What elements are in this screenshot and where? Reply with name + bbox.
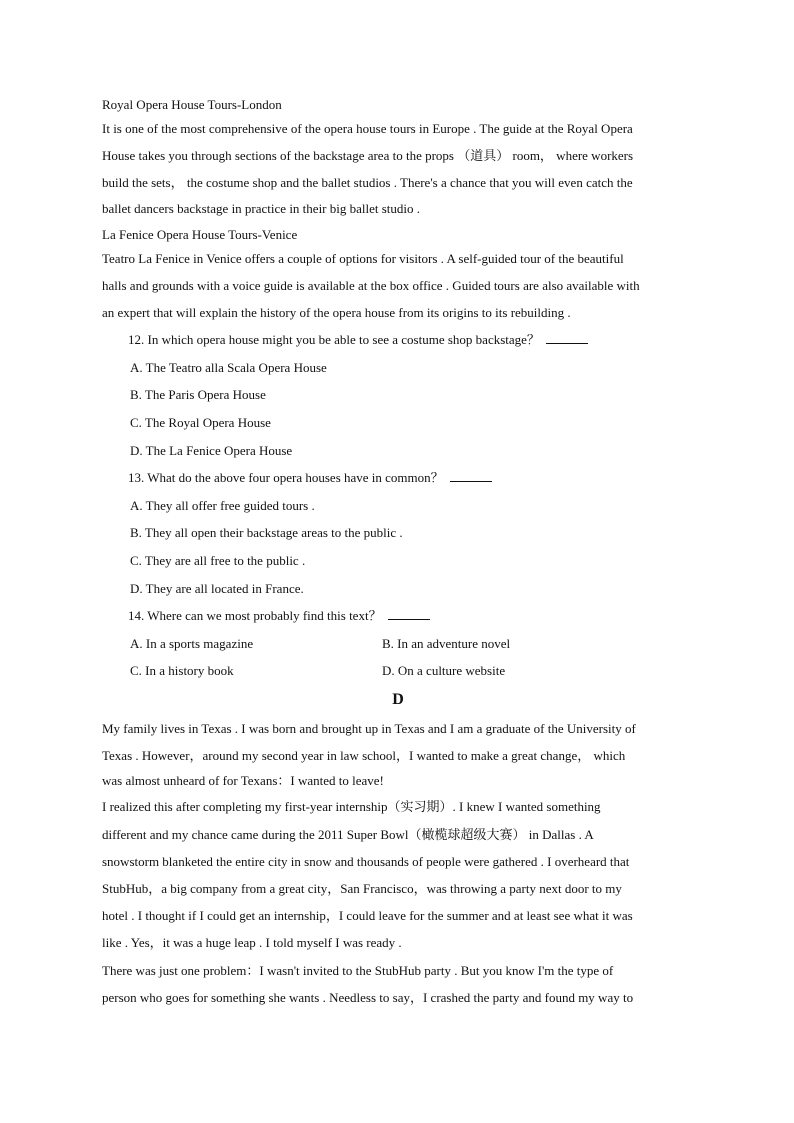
question-12-option: A. The Teatro alla Scala Opera House (130, 359, 327, 375)
question-14-option: A. In a sports magazine (130, 635, 254, 651)
section-d-line: was almost unheard of for Texans：I wanted to leave! (102, 773, 384, 789)
question-12-text: 12. In which opera house might you be able to see a costume shop backstage？ (128, 332, 540, 348)
question-13-text: 13. What do the above four opera houses have in common？ (128, 470, 444, 486)
question-13-option: A. They all offer free guided tours . (130, 497, 315, 513)
section-d-line: There was just one problem：I wasn't invited to the StubHub party . But you know I'm the type of (102, 962, 614, 978)
section-d-line: Texas . However，around my second year in law school，I wanted to make a great change， which (102, 748, 626, 764)
section-d-heading: D (392, 690, 404, 708)
section-d-line: snowstorm blanketed the entire city in snow and thousands of people were gathered . I overheard that (102, 853, 630, 869)
section-d-line: My family lives in Texas . I was born and brought up in Texas and I am a graduate of the University of (102, 720, 636, 736)
la-fenice-title: La Fenice Opera House Tours-Venice (102, 226, 298, 242)
section-d-line: I realized this after completing my first-year internship（实习期）. I knew I wanted something (102, 799, 601, 815)
question-14 (102, 602, 702, 630)
answer-blank-14[interactable] (388, 607, 430, 620)
answer-blank-12[interactable] (546, 331, 588, 344)
section-d-line: different and my chance came during the 2011 Super Bowl（橄榄球超级大赛） in Dallas . A (102, 826, 594, 842)
section-d-line: like . Yes，it was a huge leap . I told myself I was ready . (102, 935, 402, 951)
section-d-line: hotel . I thought if I could get an internship，I could leave for the summer and at least see what it was (102, 908, 633, 924)
question-12 (102, 326, 702, 354)
royal-opera-line: It is one of the most comprehensive of the opera house tours in Europe . The guide at the Royal Opera (102, 121, 633, 136)
la-fenice-line: halls and grounds with a voice guide is available at the box office . Guided tours are also available with (102, 277, 640, 293)
question-12-option: B. The Paris Opera House (130, 387, 266, 403)
question-13-option: B. They all open their backstage areas to the public . (130, 525, 403, 541)
royal-opera-line: build the sets， the costume shop and the ballet studios . There's a chance that you will even catch the (102, 175, 633, 191)
royal-opera-line: House takes you through sections of the backstage area to the props （道具） room， where workers (102, 148, 634, 164)
question-14-option: C. In a history book (130, 663, 234, 679)
section-d-line: StubHub，a big company from a great city，San Francisco，was throwing a party next door to my (102, 880, 622, 896)
question-13-option: C. They are all free to the public . (130, 552, 306, 568)
question-14-options-row (102, 657, 702, 685)
question-12-option: C. The Royal Opera House (130, 415, 271, 430)
la-fenice-line: an expert that will explain the history of the opera house from its origins to its rebuilding . (102, 305, 571, 321)
question-13 (102, 464, 702, 492)
question-12-option: D. The La Fenice Opera House (130, 442, 293, 458)
royal-opera-line: ballet dancers backstage in practice in their big ballet studio . (102, 200, 421, 216)
question-13-option: D. They are all located in France. (130, 580, 304, 596)
royal-opera-title: Royal Opera House Tours-London (102, 97, 282, 112)
answer-blank-13[interactable] (450, 469, 492, 482)
document-page (102, 95, 702, 1011)
section-d-line: person who goes for something she wants . Needless to say，I crashed the party and found my way to (102, 989, 634, 1005)
question-14-option: B. In an adventure novel (382, 635, 511, 651)
la-fenice-line: Teatro La Fenice in Venice offers a couple of options for visitors . A self-guided tour of the beautiful (102, 250, 624, 266)
question-14-text: 14. Where can we most probably find this text？ (128, 608, 382, 624)
question-14-option: D. On a culture website (382, 663, 506, 679)
question-14-options-row (102, 630, 702, 658)
